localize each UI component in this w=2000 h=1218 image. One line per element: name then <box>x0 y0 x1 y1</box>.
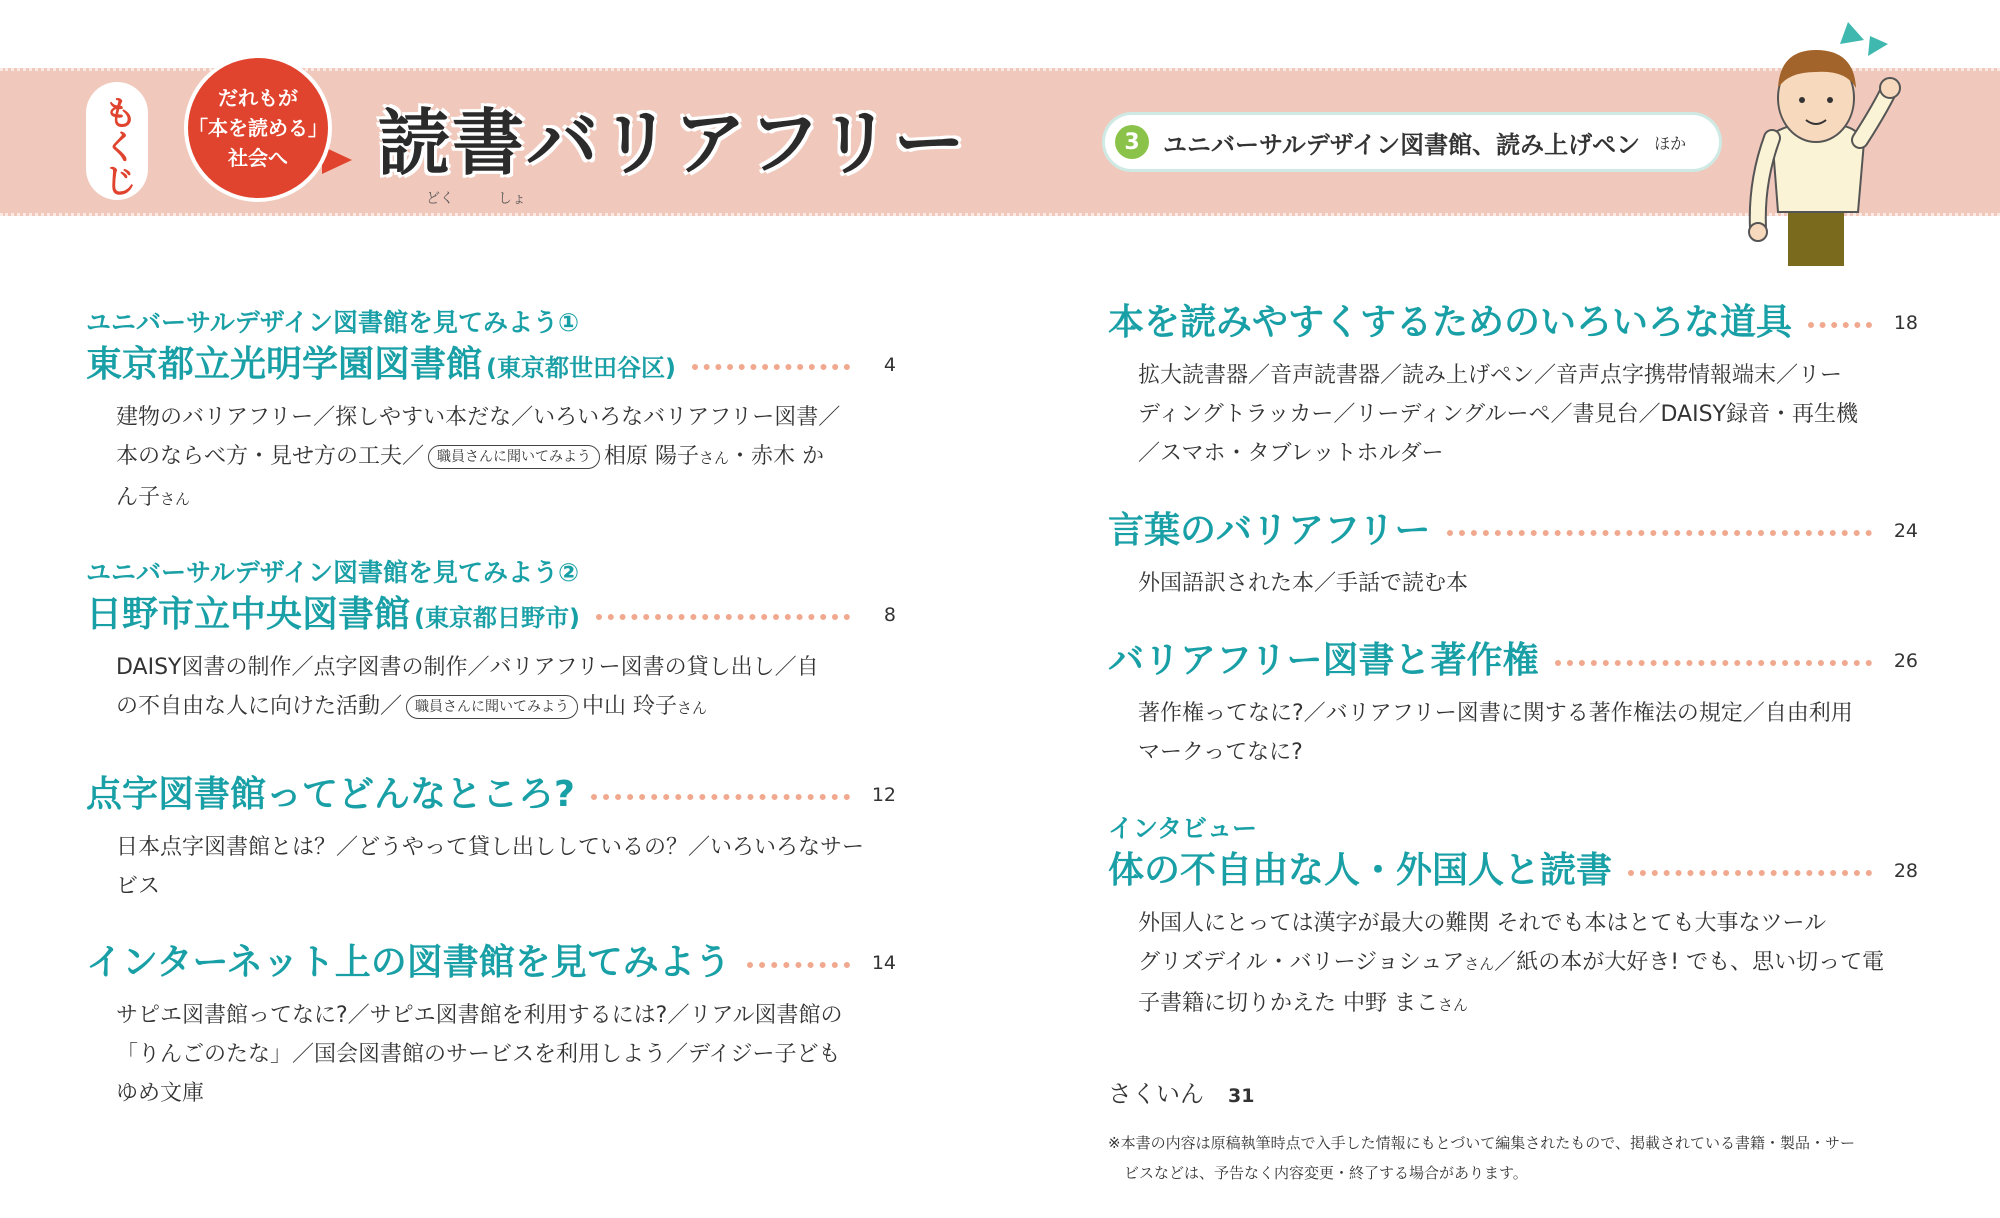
desc-line: 著作権ってなに?／バリアフリー図書に関する著作権法の規定／自由利用 <box>1138 701 1853 726</box>
entry-kicker: ユニバーサルデザイン図書館を見てみよう② <box>86 558 580 587</box>
honorific: さん <box>699 449 730 467</box>
page-number: 28 <box>1893 860 1918 882</box>
person-name: ・赤木 か <box>729 444 825 469</box>
staff-interview-pill: 職員さんに聞いてみよう <box>428 445 600 469</box>
entry-heading-row[interactable] <box>86 590 896 640</box>
staff-interview-pill: 職員さんに聞いてみよう <box>406 695 578 719</box>
entry-description <box>1108 904 1918 1025</box>
desc-line: 拡大読書器／音声読書器／読み上げペン／音声点字携帯情報端末／リー <box>1138 363 1843 388</box>
page-number: 4 <box>883 354 896 376</box>
desc-line: ディングトラッカー／リーディングルーペ／書見台／DAISY録音・再生機 <box>1138 402 1858 427</box>
desc-line: ゆめ文庫 <box>116 1081 205 1106</box>
entry-heading: 本を読みやすくするためのいろいろな道具 <box>1108 302 1793 343</box>
toc-entry-reading-tools <box>1108 298 1918 473</box>
page-number: 8 <box>883 604 896 626</box>
title-ruby-2: しょ <box>498 191 526 207</box>
desc-line <box>116 687 896 728</box>
entry-heading-location: (東京都世田谷区) <box>486 353 676 382</box>
tagline-line-3: 社会へ <box>228 146 288 170</box>
dot-leader <box>747 962 850 968</box>
entry-heading-row[interactable] <box>1108 846 1918 896</box>
tagline-bubble <box>184 54 364 204</box>
entry-heading-row[interactable] <box>1108 636 1918 686</box>
tagline-line-1: だれもが <box>218 86 298 110</box>
dot-leader <box>596 614 850 620</box>
entry-heading-row[interactable] <box>86 938 896 988</box>
entry-description <box>86 828 896 906</box>
person-name: 中山 玲子 <box>582 694 678 719</box>
desc-line: 外国語訳された本／手話で読む本 <box>1138 571 1469 596</box>
entry-heading: インターネット上の図書館を見てみよう <box>86 942 731 983</box>
desc-text: 子書籍に切りかえた 中野 まこ <box>1138 991 1438 1016</box>
person-name: ん子 <box>116 485 161 510</box>
desc-line <box>1138 943 1918 984</box>
entry-heading-row[interactable] <box>1108 298 1918 348</box>
dot-leader <box>591 794 850 800</box>
desc-line: サピエ図書館ってなに?／サピエ図書館を利用するには?／リアル図書館の <box>116 1003 843 1028</box>
honorific: さん <box>160 490 191 508</box>
book-title: 読書バリアフリー <box>378 101 968 185</box>
toc-entry-language-barrier-free <box>1108 506 1918 603</box>
dot-leader <box>1628 870 1872 876</box>
entry-heading: バリアフリー図書と著作権 <box>1108 640 1539 681</box>
person-name: グリズデイル・バリージョシュア <box>1138 950 1465 975</box>
entry-heading: 言葉のバリアフリー <box>1108 510 1431 551</box>
entry-description <box>1108 564 1918 603</box>
entry-heading-location: (東京都日野市) <box>414 603 580 632</box>
entry-heading: 体の不自由な人・外国人と読書 <box>1108 850 1613 891</box>
tagline-line-2: 「本を読める」 <box>188 116 328 140</box>
entry-kicker: ユニバーサルデザイン図書館を見てみよう① <box>86 308 580 337</box>
boy-pointing-illustration <box>1728 22 1908 266</box>
entry-description <box>86 648 896 728</box>
entry-heading: 東京都立光明学園図書館 <box>86 344 483 385</box>
desc-line: マークってなに? <box>1138 740 1303 765</box>
honorific: さん <box>1464 955 1495 973</box>
toc-entry-braille-library <box>86 770 896 906</box>
entry-description <box>1108 694 1918 772</box>
honorific: さん <box>1438 996 1469 1014</box>
dot-leader <box>1808 322 1872 328</box>
desc-text: の不自由な人に向けた活動／ <box>116 694 403 719</box>
footnote-line: ビスなどは、予告なく内容変更・終了する場合があります。 <box>1124 1164 1528 1182</box>
index-entry[interactable] <box>1108 1074 1254 1109</box>
desc-line: ／スマホ・タブレットホルダー <box>1138 441 1444 466</box>
toc-entry-komei <box>86 306 896 519</box>
desc-line: ビス <box>116 874 161 899</box>
desc-line <box>1138 984 1918 1025</box>
desc-line: 「りんごのたな」／国会図書館のサービスを利用しよう／デイジー子ども <box>116 1042 841 1067</box>
page-number: 24 <box>1893 520 1918 542</box>
dot-leader <box>1447 530 1872 536</box>
page-number: 12 <box>871 784 896 806</box>
toc-entry-hino <box>86 556 896 728</box>
entry-heading: 日野市立中央図書館 <box>86 594 411 635</box>
title-ruby-1: どく <box>426 191 454 207</box>
entry-description <box>86 398 896 519</box>
entry-description <box>86 996 896 1113</box>
toc-entry-copyright <box>1108 636 1918 772</box>
desc-text: ／紙の本が大好き! でも、思い切って電 <box>1494 950 1885 975</box>
footnote-line: ※本書の内容は原稿執筆時点で入手した情報にもとづいて編集されたもので、掲載されている書籍・製品・サー <box>1108 1134 1855 1152</box>
entry-heading-row[interactable] <box>1108 506 1918 556</box>
index-page: 31 <box>1228 1085 1255 1107</box>
entry-description <box>1108 356 1918 473</box>
footnote <box>1108 1128 1908 1188</box>
series-label <box>1102 112 1722 172</box>
honorific: さん <box>677 699 708 717</box>
desc-line <box>116 478 896 519</box>
series-title: ユニバーサルデザイン図書館、読み上げペン <box>1163 130 1641 159</box>
entry-kicker: インタビュー <box>1108 814 1258 843</box>
toc-entry-interview <box>1108 812 1918 1025</box>
person-name: 相原 陽子 <box>604 444 700 469</box>
dot-leader <box>692 364 850 370</box>
tagline-circle <box>184 54 332 202</box>
entry-heading: 点字図書館ってどんなところ? <box>86 774 575 815</box>
toc-entry-internet-library <box>86 938 896 1113</box>
entry-heading-row[interactable] <box>86 340 896 390</box>
desc-line: 外国人にとっては漢字が最大の難関 それでも本はとても大事なツール <box>1138 911 1827 936</box>
entry-heading-row[interactable] <box>86 770 896 820</box>
desc-line: 建物のバリアフリー／探しやすい本だな／いろいろなバリアフリー図書／ <box>116 405 841 430</box>
series-number: 3 <box>1115 125 1149 159</box>
desc-line: DAISY図書の制作／点字図書の制作／バリアフリー図書の貸し出し／自 <box>116 655 819 680</box>
mokuji-label: もくじ <box>86 82 148 200</box>
page-number: 26 <box>1893 650 1918 672</box>
desc-line <box>116 437 896 478</box>
dot-leader <box>1555 660 1872 666</box>
desc-line: 日本点字図書館とは？／どうやって貸し出ししているの？／いろいろなサー <box>116 835 865 860</box>
index-label: さくいん <box>1108 1080 1204 1108</box>
desc-text: 本のならべ方・見せ方の工夫／ <box>116 444 425 469</box>
page-number: 18 <box>1893 312 1918 334</box>
page-number: 14 <box>871 952 896 974</box>
series-extra: ほか <box>1654 133 1687 153</box>
